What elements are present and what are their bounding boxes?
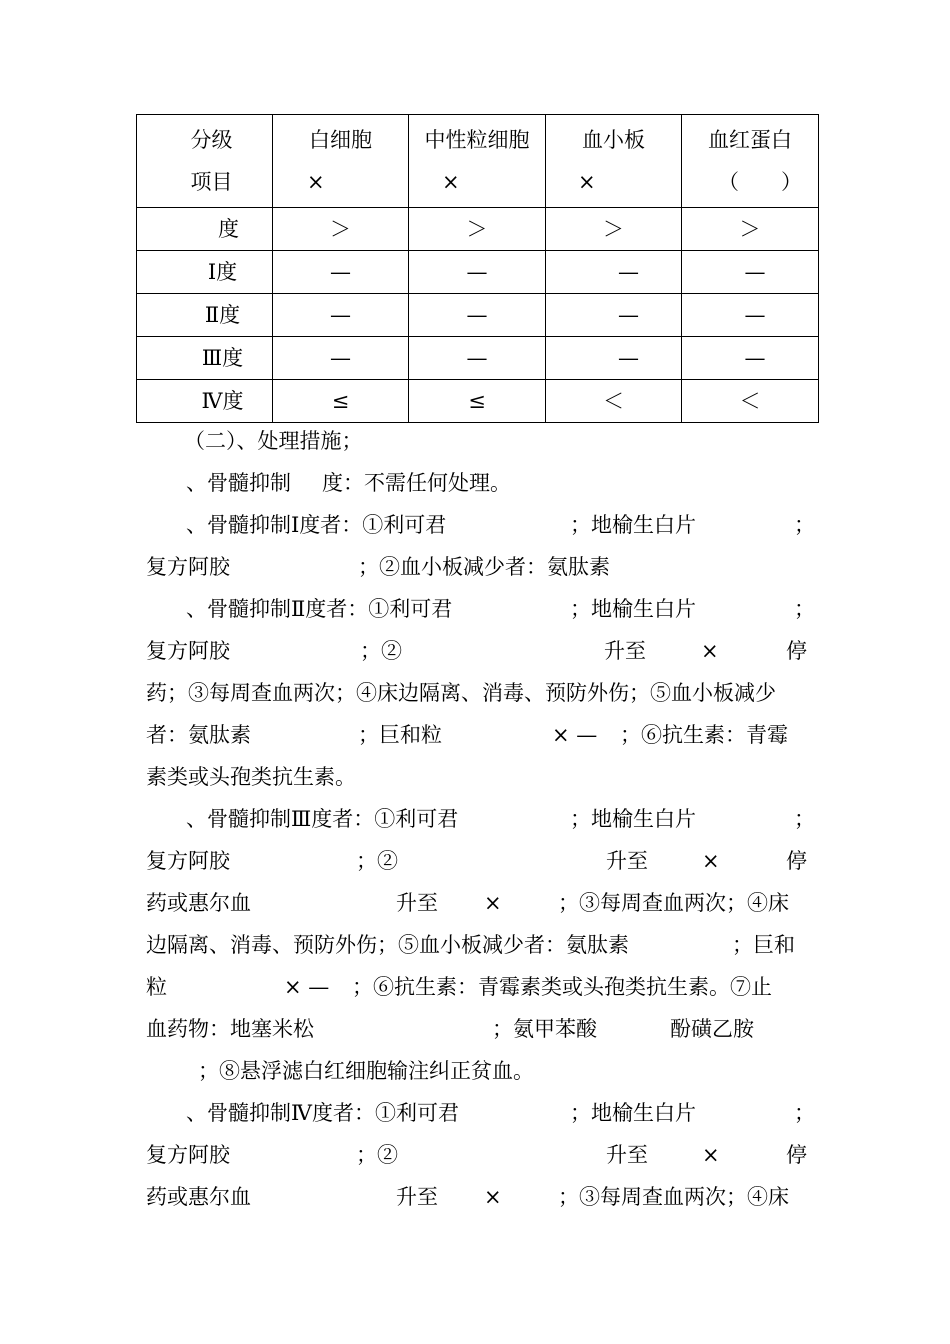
text-segment: ；②血小板减少者：氨肽素 bbox=[358, 555, 610, 579]
text-segment: 药或惠尔血 bbox=[146, 1185, 251, 1209]
table-row-grade-0 bbox=[137, 208, 819, 251]
text-segment: × — bbox=[552, 723, 598, 747]
myelosuppression-grading-table bbox=[136, 114, 819, 423]
row-label: Ⅱ度 bbox=[137, 294, 273, 337]
text-segment: 边隔离、消毒、预防外伤；⑤血小板减少者：氨肽素 bbox=[146, 933, 629, 957]
column-name: 中性粒细胞 bbox=[424, 128, 530, 152]
table-row-grade-1 bbox=[137, 251, 819, 294]
text-segment: 度：不需任何处理。 bbox=[322, 471, 511, 495]
text-segment: × bbox=[484, 891, 502, 915]
text-segment: ；地榆生白片 bbox=[570, 513, 696, 537]
column-unit: （ ） bbox=[718, 170, 802, 194]
table-cell: — bbox=[273, 251, 409, 294]
corner-label-item: 项目 bbox=[190, 170, 233, 194]
text-segment: 升至 bbox=[604, 639, 646, 663]
row-label: Ⅲ度 bbox=[137, 337, 273, 380]
table-cell: ≤ bbox=[273, 380, 409, 423]
text-segment: 复方阿胶 bbox=[146, 555, 230, 579]
text-segment: 粒 bbox=[146, 975, 167, 999]
text-segment: 停 bbox=[786, 639, 807, 663]
text-segment: 升至 bbox=[606, 849, 648, 873]
table-row-grade-3 bbox=[137, 337, 819, 380]
table-cell: — bbox=[682, 251, 819, 294]
text-segment: ；⑥抗生素：青霉素类或头孢类抗生素。⑦止 bbox=[352, 975, 772, 999]
table-cell: ＞ bbox=[682, 208, 819, 251]
text-segment: 药或惠尔血 bbox=[146, 891, 251, 915]
corner-label-grade: 分级 bbox=[190, 128, 233, 152]
column-header-neutrophil bbox=[409, 115, 546, 208]
text-segment: ； bbox=[794, 597, 815, 621]
table-row-grade-2 bbox=[137, 294, 819, 337]
row-label: 度 bbox=[137, 208, 273, 251]
table-cell: ＞ bbox=[546, 208, 682, 251]
column-header-wbc bbox=[273, 115, 409, 208]
text-segment: ；⑧悬浮滤白红细胞输注纠正贫血。 bbox=[198, 1059, 534, 1083]
text-segment: 升至 bbox=[606, 1143, 648, 1167]
text-segment: ；氨甲苯酸 bbox=[492, 1017, 597, 1041]
text-segment: ；地榆生白片 bbox=[570, 807, 696, 831]
column-unit: × bbox=[442, 170, 460, 194]
table-header-row bbox=[137, 115, 819, 208]
text-segment: ；地榆生白片 bbox=[570, 597, 696, 621]
table-cell: — bbox=[682, 337, 819, 380]
text-segment: 、骨髓抑制Ⅲ度者：①利可君 bbox=[186, 807, 459, 831]
column-header-platelet bbox=[546, 115, 682, 208]
table-cell: ＞ bbox=[409, 208, 546, 251]
table-cell: — bbox=[409, 337, 546, 380]
row-label: Ⅳ度 bbox=[137, 380, 273, 423]
text-segment: 升至 bbox=[396, 1185, 438, 1209]
table-cell: — bbox=[273, 337, 409, 380]
text-segment: ；② bbox=[360, 639, 402, 663]
column-unit: × bbox=[578, 170, 596, 194]
table-corner-cell bbox=[137, 115, 273, 208]
text-segment: ； bbox=[794, 1101, 815, 1125]
column-name: 血小板 bbox=[582, 128, 645, 152]
text-segment: 停 bbox=[786, 849, 807, 873]
text-segment: 者：氨肽素 bbox=[146, 723, 251, 747]
text-segment: × bbox=[484, 1185, 502, 1209]
column-unit: × bbox=[307, 170, 325, 194]
text-segment: 素类或头孢类抗生素。 bbox=[146, 765, 356, 789]
row-label: Ⅰ度 bbox=[137, 251, 273, 294]
text-segment: ；③每周查血两次；④床 bbox=[558, 891, 789, 915]
text-segment: ；巨和 bbox=[732, 933, 795, 957]
column-name: 白细胞 bbox=[309, 128, 372, 152]
table-cell: ＜ bbox=[682, 380, 819, 423]
text-segment: ； bbox=[794, 807, 815, 831]
text-segment: 酚磺乙胺 bbox=[670, 1017, 754, 1041]
text-segment: 、骨髓抑制Ⅰ度者：①利可君 bbox=[186, 513, 447, 537]
table-cell: ＜ bbox=[546, 380, 682, 423]
text-segment: 、骨髓抑制 bbox=[186, 471, 291, 495]
text-segment: × — bbox=[284, 975, 330, 999]
text-segment: ；② bbox=[356, 849, 398, 873]
text-segment: × bbox=[702, 1143, 720, 1167]
text-segment: 升至 bbox=[396, 891, 438, 915]
table-cell: — bbox=[546, 294, 682, 337]
text-segment: 复方阿胶 bbox=[146, 849, 230, 873]
table-cell: — bbox=[682, 294, 819, 337]
text-segment: 血药物：地塞米松 bbox=[146, 1017, 314, 1041]
table-cell: ＞ bbox=[273, 208, 409, 251]
text-segment: 、骨髓抑制Ⅱ度者：①利可君 bbox=[186, 597, 453, 621]
text-segment: 、骨髓抑制Ⅳ度者：①利可君 bbox=[186, 1101, 459, 1125]
text-segment: 药；③每周查血两次；④床边隔离、消毒、预防外伤；⑤血小板减少 bbox=[146, 681, 776, 705]
column-name: 血红蛋白 bbox=[708, 128, 792, 152]
table-row-grade-4 bbox=[137, 380, 819, 423]
text-segment: ；⑥抗生素：青霉 bbox=[620, 723, 788, 747]
text-segment: （二）、处理措施； bbox=[184, 429, 363, 453]
column-header-hemoglobin bbox=[682, 115, 819, 208]
table-cell: — bbox=[546, 337, 682, 380]
table-cell: — bbox=[409, 294, 546, 337]
table-cell: — bbox=[546, 251, 682, 294]
text-segment: ；地榆生白片 bbox=[570, 1101, 696, 1125]
text-segment: ；巨和粒 bbox=[358, 723, 442, 747]
text-segment: 停 bbox=[786, 1143, 807, 1167]
text-segment: 复方阿胶 bbox=[146, 1143, 230, 1167]
text-segment: ；② bbox=[356, 1143, 398, 1167]
table-cell: ≤ bbox=[409, 380, 546, 423]
table-cell: — bbox=[273, 294, 409, 337]
text-segment: 复方阿胶 bbox=[146, 639, 230, 663]
text-segment: ； bbox=[794, 513, 815, 537]
text-segment: ；③每周查血两次；④床 bbox=[558, 1185, 789, 1209]
text-segment: × bbox=[702, 849, 720, 873]
text-segment: × bbox=[701, 639, 719, 663]
table-cell: — bbox=[409, 251, 546, 294]
